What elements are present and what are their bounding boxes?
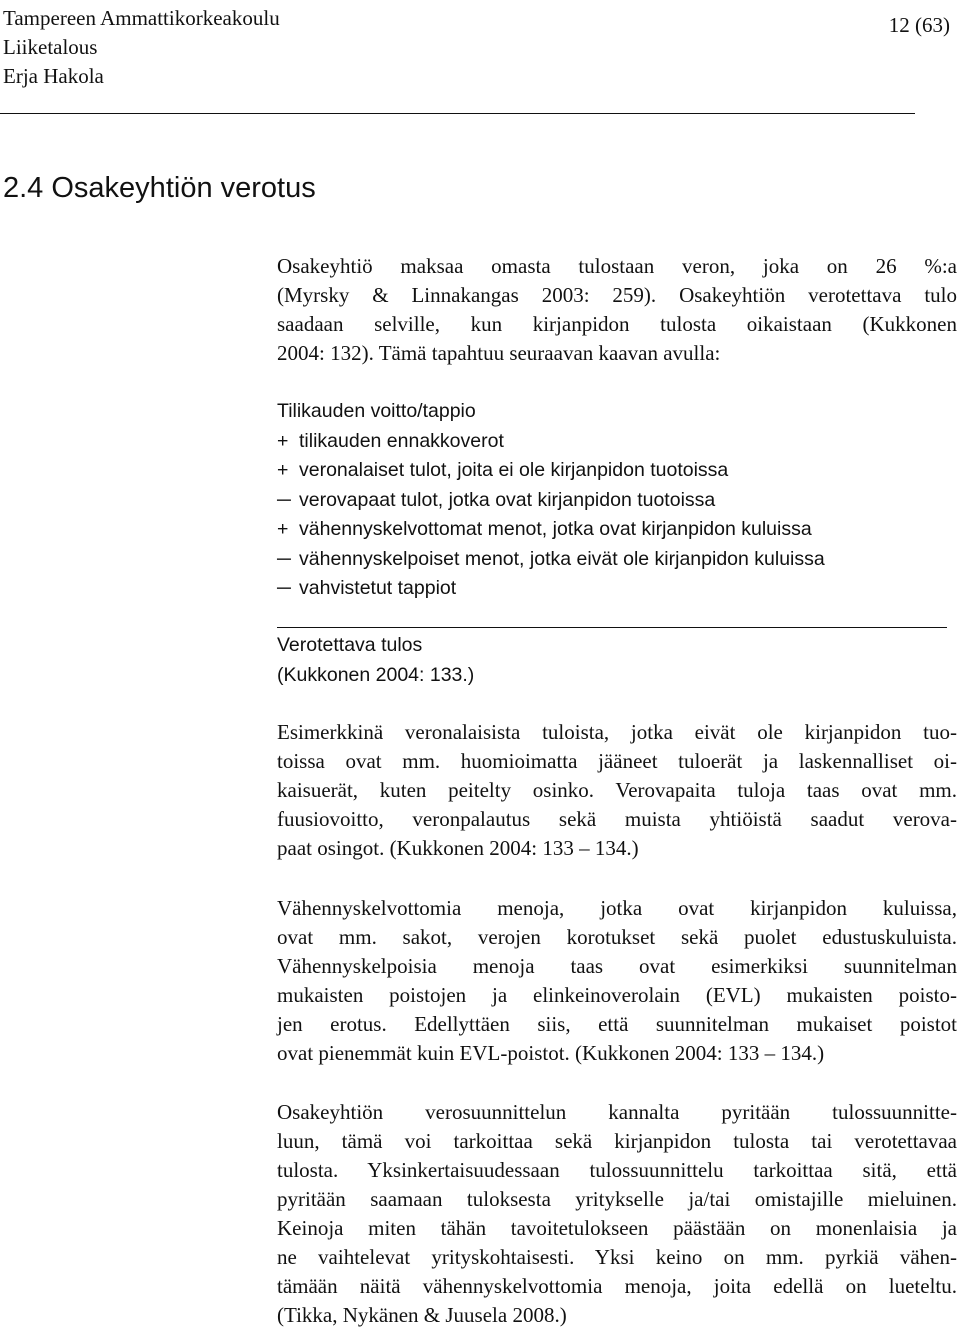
formula-line: [277, 574, 957, 604]
examples-paragraph: [277, 718, 957, 863]
formula-line: [277, 545, 957, 575]
paragraph-line: luun, tämä voi tarkoittaa sekä kirjanpidon tulosta tai verotettavaa: [277, 1129, 957, 1153]
formula-line: [277, 427, 957, 457]
paragraph-line: ovat pienemmät kuin EVL-poistot. (Kukkonen 2004: 133 – 134.): [277, 1041, 825, 1065]
formula-sign: ─: [277, 547, 291, 570]
intro-line: Osakeyhtiö maksaa omasta tulostaan veron, joka on 26 %:a: [277, 254, 957, 278]
formula-sign: +: [277, 429, 289, 452]
section-title: 2.4 Osakeyhtiön verotus: [3, 172, 316, 204]
header-department: Liiketalous: [3, 35, 98, 59]
tax-formula: [277, 397, 957, 604]
paragraph-line: kaisuerät, kuten peitelty osinko. Verovapaita tuloja taas ovat mm.: [277, 778, 957, 802]
intro-line: 2004: 132). Tämä tapahtuu seuraavan kaavan avulla:: [277, 341, 721, 365]
formula-source: (Kukkonen 2004: 133.): [277, 663, 475, 686]
paragraph-line: pyritään saamaan tuloksesta yritykselle ja/tai omistajille mieluinen.: [277, 1187, 957, 1211]
intro-paragraph: [277, 252, 957, 368]
paragraph-line: mukaisten poistojen ja elinkeinoverolain (EVL) mukaisten poisto-: [277, 983, 957, 1007]
planning-paragraph: [277, 1098, 957, 1330]
paragraph-line: fuusiovoitto, veronpalautus sekä muista yhtiöistä saadut verova-: [277, 807, 957, 831]
page-header: [3, 4, 280, 91]
formula-text: vähennyskelpoiset menot, jotka eivät ole kirjanpidon kuluissa: [299, 547, 825, 570]
paragraph-line: tämään näitä vähennyskelvottomia menoja, joita edellä on lueteltu.: [277, 1274, 957, 1298]
formula-text: vähennyskelvottomat menot, jotka ovat kirjanpidon kuluissa: [299, 518, 812, 540]
formula-sum-rule: [277, 627, 947, 628]
formula-sign: ─: [277, 488, 291, 511]
paragraph-line: jen erotus. Edellyttäen siis, että suunnitelman mukaiset poistot: [277, 1012, 957, 1036]
intro-line: (Myrsky & Linnakangas 2003: 259). Osakeyhtiön verotettava tulo: [277, 283, 957, 307]
paragraph-line: tulosta. Yksinkertaisuudessaan tulossuunnittelu tarkoittaa sitä, että: [277, 1158, 957, 1182]
paragraph-line: Vähennyskelvottomia menoja, jotka ovat kirjanpidon kuluissa,: [277, 896, 957, 920]
header-divider: [0, 113, 915, 114]
paragraph-line: Keinoja miten tähän tavoitetulokseen päästään on monenlaisia ja: [277, 1216, 957, 1240]
paragraph-line: Vähennyskelpoisia menoja taas ovat esimerkiksi suunnitelman: [277, 954, 957, 978]
formula-result-label: Verotettava tulos: [277, 634, 423, 656]
formula-line: [277, 515, 957, 545]
formula-result: [277, 631, 474, 690]
formula-text: vahvistetut tappiot: [299, 577, 457, 599]
formula-sign: +: [277, 518, 289, 540]
paragraph-line: toissa ovat mm. huomioimatta jääneet tuloerät ja laskennalliset oi-: [277, 749, 957, 773]
header-author: Erja Hakola: [3, 64, 104, 88]
paragraph-line: Osakeyhtiön verosuunnittelun kannalta pyritään tulossuunnitte-: [277, 1100, 957, 1124]
intro-line: saadaan selville, kun kirjanpidon tulosta oikaistaan (Kukkonen: [277, 312, 957, 336]
formula-text: Tilikauden voitto/tappio: [277, 400, 476, 422]
paragraph-line: ne vaihtelevat yrityskohtaisesti. Yksi keino on mm. pyrkiä vähen-: [277, 1245, 957, 1269]
expenses-paragraph: [277, 894, 957, 1068]
formula-sign: ─: [277, 577, 291, 599]
paragraph-line: Esimerkkinä veronalaisista tuloista, jotka eivät ole kirjanpidon tuo-: [277, 720, 957, 744]
formula-text: veronalaiset tulot, joita ei ole kirjanpidon tuotoissa: [299, 459, 729, 481]
paragraph-line: ovat mm. sakot, verojen korotukset sekä puolet edustuskuluista.: [277, 925, 957, 949]
formula-text: verovapaat tulot, jotka ovat kirjanpidon tuotoissa: [299, 488, 716, 511]
paragraph-line: paat osingot. (Kukkonen 2004: 133 – 134.): [277, 836, 639, 860]
paragraph-line: (Tikka, Nykänen & Juusela 2008.): [277, 1303, 567, 1327]
formula-sign: +: [277, 459, 289, 481]
formula-text: tilikauden ennakkoverot: [299, 429, 504, 452]
formula-line: [277, 486, 957, 516]
formula-line: [277, 456, 957, 486]
formula-line: [277, 397, 957, 427]
header-institution: Tampereen Ammattikorkeakoulu: [3, 6, 280, 30]
page-number: 12 (63): [888, 13, 950, 37]
